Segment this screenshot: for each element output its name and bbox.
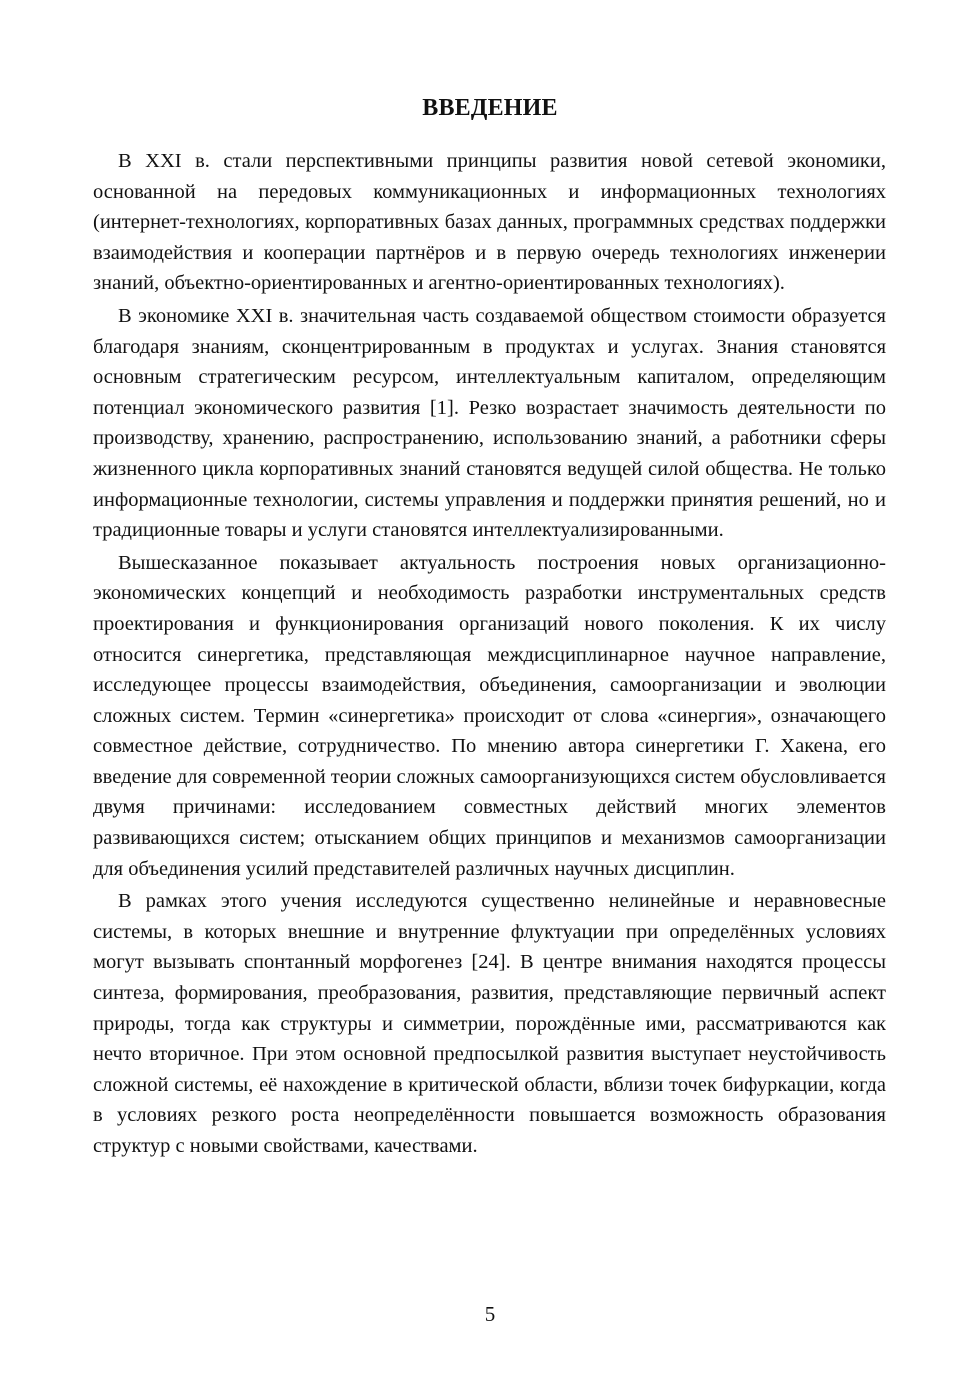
page-number: 5 [484,1302,496,1326]
body-text [93,146,886,1164]
page-title: ВВЕДЕНИЕ [422,95,558,121]
paragraph-4: В рамках этого учения исследуются существенно нелинейные и неравновесные системы, в которых внешние и внутренние флуктуации при определённых условиях могут вызывать спонтанный морфогенез [24]. В центре внимания находятся процессы синтеза, формирования, преобразования, развития, представляющие первичный аспект природы, тогда как структуры и симметрии, порождённые ими, рассматриваются как нечто вторичное. При этом основной предпосылкой развития выступает неустойчивость сложной системы, её нахождение в критической области, вблизи точек бифуркации, когда в условиях резкого роста неопределённости повышается возможность образования структур с новыми свойствами, качествами. [93,890,886,1157]
paragraph-3: Вышесказанное показывает актуальность построения новых организационно-экономических концепций и необходимость разработки инструментальных средств проектирования и функционирования организаций нового поколения. К их числу относится синергетика, представляющая междисциплинарное научное направление, исследующее процессы взаимодействия, объединения, самоорганизации и эволюции сложных систем. Термин «синергетика» происходит от слова «синергия», означающего совместное действие, сотрудничество. По мнению автора синергетики Г. Хакена, его введение для современной теории сложных самоорганизующихся систем обусловливается двумя причинами: исследованием совместных действий многих элементов развивающихся систем; отысканием общих принципов и механизмов самоорганизации для объединения усилий представителей различных научных дисциплин. [93,551,886,880]
paragraph-2: В экономике XXI в. значительная часть создаваемой обществом стоимости образуется благодаря знаниям, сконцентрированным в продуктах и услугах. Знания становятся основным стратегическим ресурсом, интеллектуальным капиталом, определяющим потенциал экономического развития [1]. Резко возрастает значимость деятельности по производству, хранению, распространению, использованию знаний, а работники сферы жизненного цикла корпоративных знаний становятся ведущей силой общества. Не только информационные технологии, системы управления и поддержки принятия решений, но и традиционные товары и услуги становятся интеллектуализированными. [93,304,886,542]
paragraph-1: В XXI в. стали перспективными принципы развития новой сетевой экономики, основанной на передовых коммуникационных и информационных технологиях (интернет-технологиях, корпоративных базах данных, программных средствах поддержки взаимодействия и кооперации партнёров и в первую очередь технологиях инженерии знаний, объектно-ориентированных и агентно-ориентированных технологиях). [93,150,886,295]
